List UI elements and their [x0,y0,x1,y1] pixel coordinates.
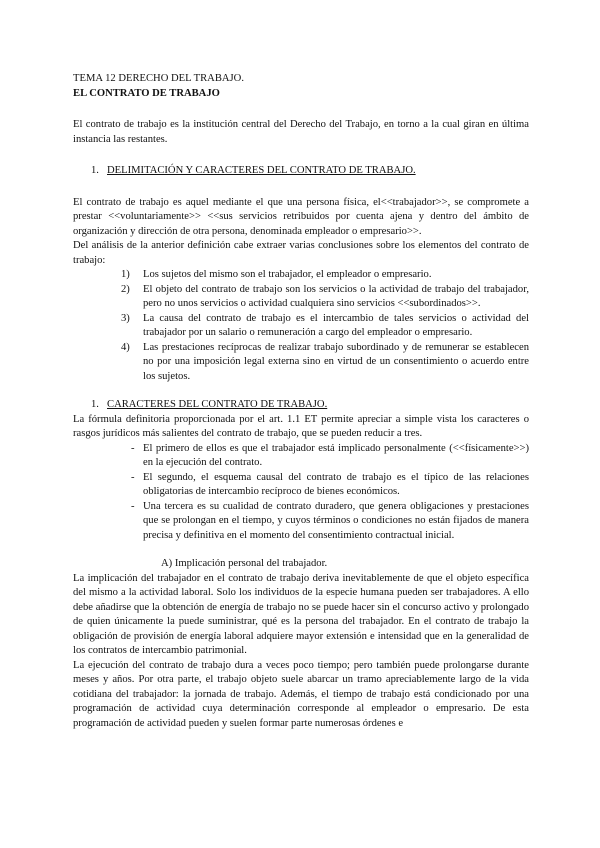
list-item-number: 4) [121,341,130,353]
document-page [73,72,529,731]
section1-paragraph-1: El contrato de trabajo es aquel mediante el que una persona física, el<<trabajador>>, se compromete a prestar <<voluntariamente>> <<sus servicios retribuidos por cuenta ajena y dentro del ámbito de organización y dirección de otra persona, denominada empleador o empresario>>. [73,196,529,237]
list-item-dash: - [131,500,135,512]
section1-title: DELIMITACIÓN Y CARACTERES DEL CONTRATO DE TRABAJO. [107,165,416,176]
list-item-text: Una tercera es su cualidad de contrato duradero, que genera obligaciones y prestaciones que se prolongan en el tiempo, y cuyos términos o condiciones no están fijados de manera precisa y definitiva en el momento del consentimiento contractual inicial. [143,500,529,541]
section1-paragraph-2: Del análisis de la anterior definición cabe extraer varias conclusiones sobre los elementos del contrato de trabajo: [73,240,529,266]
elements-list [73,268,529,384]
list-item-text: El objeto del contrato de trabajo son los servicios o la actividad de trabajo del trabajador, pero no unos servicios o actividad cualquiera sino servicios <<subordinados>>. [143,283,529,309]
section2-number: 1. [91,399,99,410]
section2-paragraph-1: La fórmula definitoria proporcionada por el art. 1.1 ET permite apreciar a simple vista los caracteres o rasgos jurídicos más salientes del contrato de trabajo, que se pueden reducir a tres. [73,413,529,439]
list-item-number: 2) [121,283,130,295]
list-item [73,341,529,385]
list-item [73,442,529,471]
list-item-number: 1) [121,269,130,280]
document-subtitle: EL CONTRATO DE TRABAJO [73,87,220,99]
document-title: TEMA 12 DERECHO DEL TRABAJO. [73,73,244,84]
section1-number: 1. [91,165,99,176]
list-item-text: Los sujetos del mismo son el trabajador, el empleador o empresario. [143,269,432,280]
list-item-text: El primero de ellos es que el trabajador está implicado personalmente (<<físicamente>>) en la ejecución del contrato. [143,442,529,468]
characteristics-list [73,442,529,544]
list-item-dash: - [131,471,135,483]
section1-heading [73,164,529,179]
list-item [73,312,529,341]
section2-heading [73,398,529,413]
list-item-text: La causa del contrato de trabajo es el intercambio de tales servicios o actividad del trabajador por un salario o remuneración a cargo del empleador o empresario. [143,312,529,338]
list-item [73,471,529,500]
list-item [73,500,529,544]
list-item-text: El segundo, el esquema causal del contrato de trabajo es el típico de las relaciones obligatorias de intercambio recíproco de bienes económicos. [143,471,529,497]
subsection-a-paragraph-2: La ejecución del contrato de trabajo dura a veces poco tiempo; pero también puede prolongarse durante meses y años. Por otra parte, el trabajo objeto suele abarcar un tramo apreciablemente largo de la vida cotidiana del trabajador: la jornada de trabajo. Además, el tiempo de trabajo está condicionado por una programación de actividad cuya determinación corresponde al empleador o empresario. De esta programación de actividad pueden y suelen formar parte numerosas órdenes e [73,659,529,729]
list-item-text: Las prestaciones recíprocas de realizar trabajo subordinado y de remunerar se establecen no por una imposición legal externa sino en virtud de un consentimiento o acuerdo entre los sujetos. [143,341,529,382]
list-item-dash: - [131,442,135,454]
list-item [73,283,529,312]
subsection-a-heading: A) Implicación personal del trabajador. [161,558,328,569]
list-item [73,268,529,283]
intro-paragraph: El contrato de trabajo es la institución central del Derecho del Trabajo, en torno a la cual giran en última instancia las restantes. [73,119,529,145]
section2-title: CARACTERES DEL CONTRATO DE TRABAJO. [107,399,328,410]
subsection-a-paragraph-1: La implicación del trabajador en el contrato de trabajo deriva inevitablemente de que el objeto específica del mismo a la actividad laboral. Solo los individuos de la especie humana pueden ser trabajadores. A ello debe añadirse que la obtención de energía de trabajo no se puede hacer sin el concurso activo y prolongado de quien únicamente la puede suministrar, qué es la persona del trabajador. En el contrato de trabajo la obligación de provisión de energía laboral adquiere mayor extensión e intensidad que en la generalidad de los contratos de intercambio patrimonial. [73,572,529,656]
list-item-number: 3) [121,312,130,324]
